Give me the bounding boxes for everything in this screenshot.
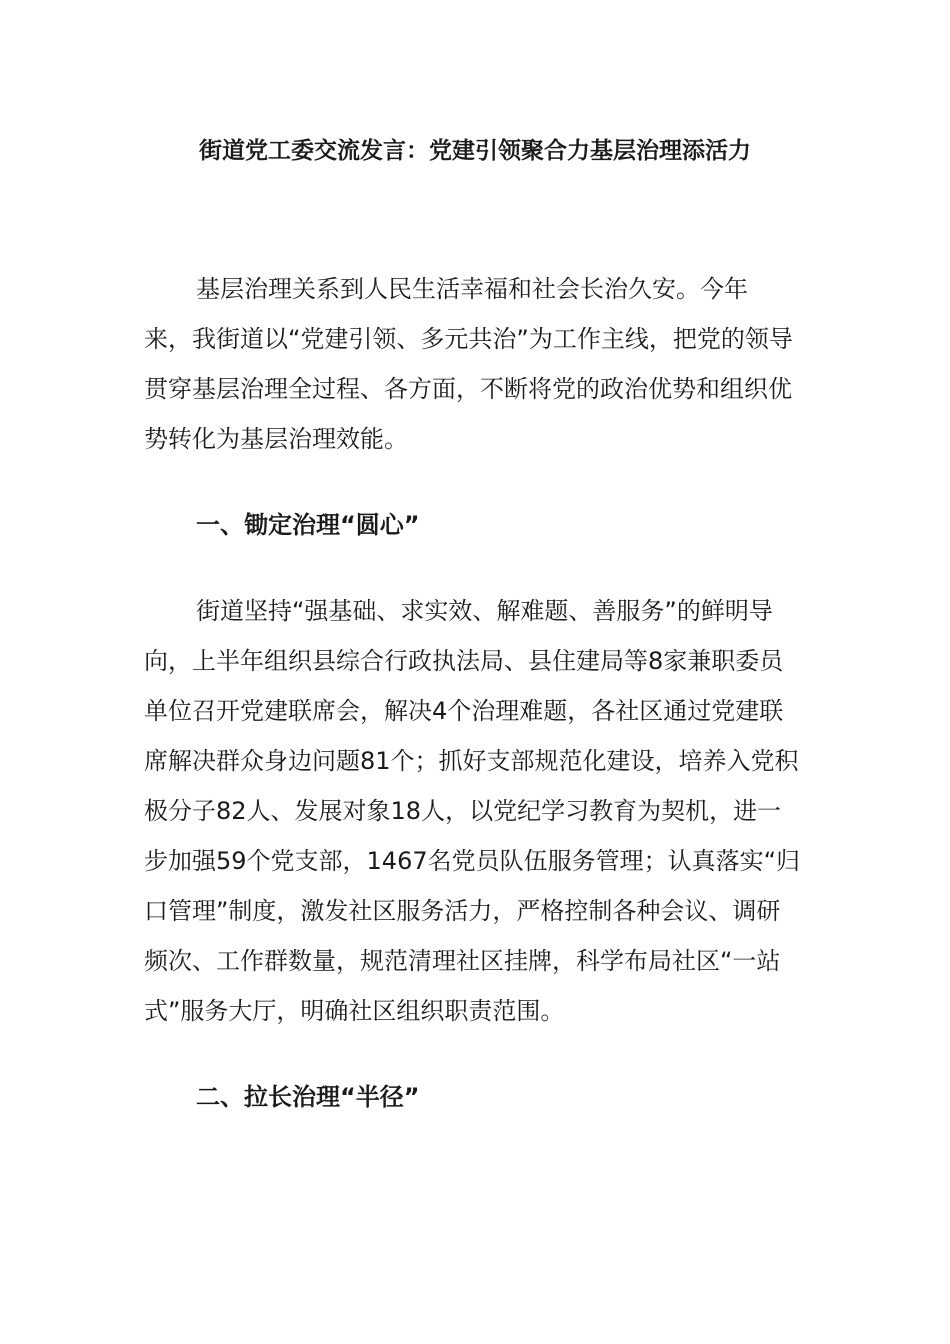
section-2-heading: 二、拉长治理“半径” xyxy=(196,1083,420,1111)
document-title: 街道党工委交流发言：党建引领聚合力基层治理添活力 xyxy=(199,138,751,164)
section-1-paragraph: 街道坚持“强基础、求实效、解难题、善服务”的鲜明导向，上半年组织县综合行政执法局、县住建局等8家兼职委员单位召开党建联席会，解决4个治理难题，各社区通过党建联席解决群众身边问题81个；抓好支部规范化建设，培养入党积极分子82人、发展对象18人，以党纪学习教育为契机，进一步加强59个党支部，1467名党员队伍服务管理；认真落实“归口管理”制度，激发社区服务活力，严格控制各种会议、调研频次、工作群数量，规范清理社区挂牌，科学布局社区“一站式”服务大厅，明确社区组织职责范围。 xyxy=(144,597,801,1025)
document-body xyxy=(144,264,834,1122)
section-1-heading: 一、锄定治理“圆心” xyxy=(196,511,420,539)
intro-paragraph: 基层治理关系到人民生活幸福和社会长治久安。今年来，我街道以“党建引领、多元共治”为工作主线，把党的领导贯穿基层治理全过程、各方面，不断将党的政治优势和组织优势转化为基层治理效能。 xyxy=(144,275,793,453)
